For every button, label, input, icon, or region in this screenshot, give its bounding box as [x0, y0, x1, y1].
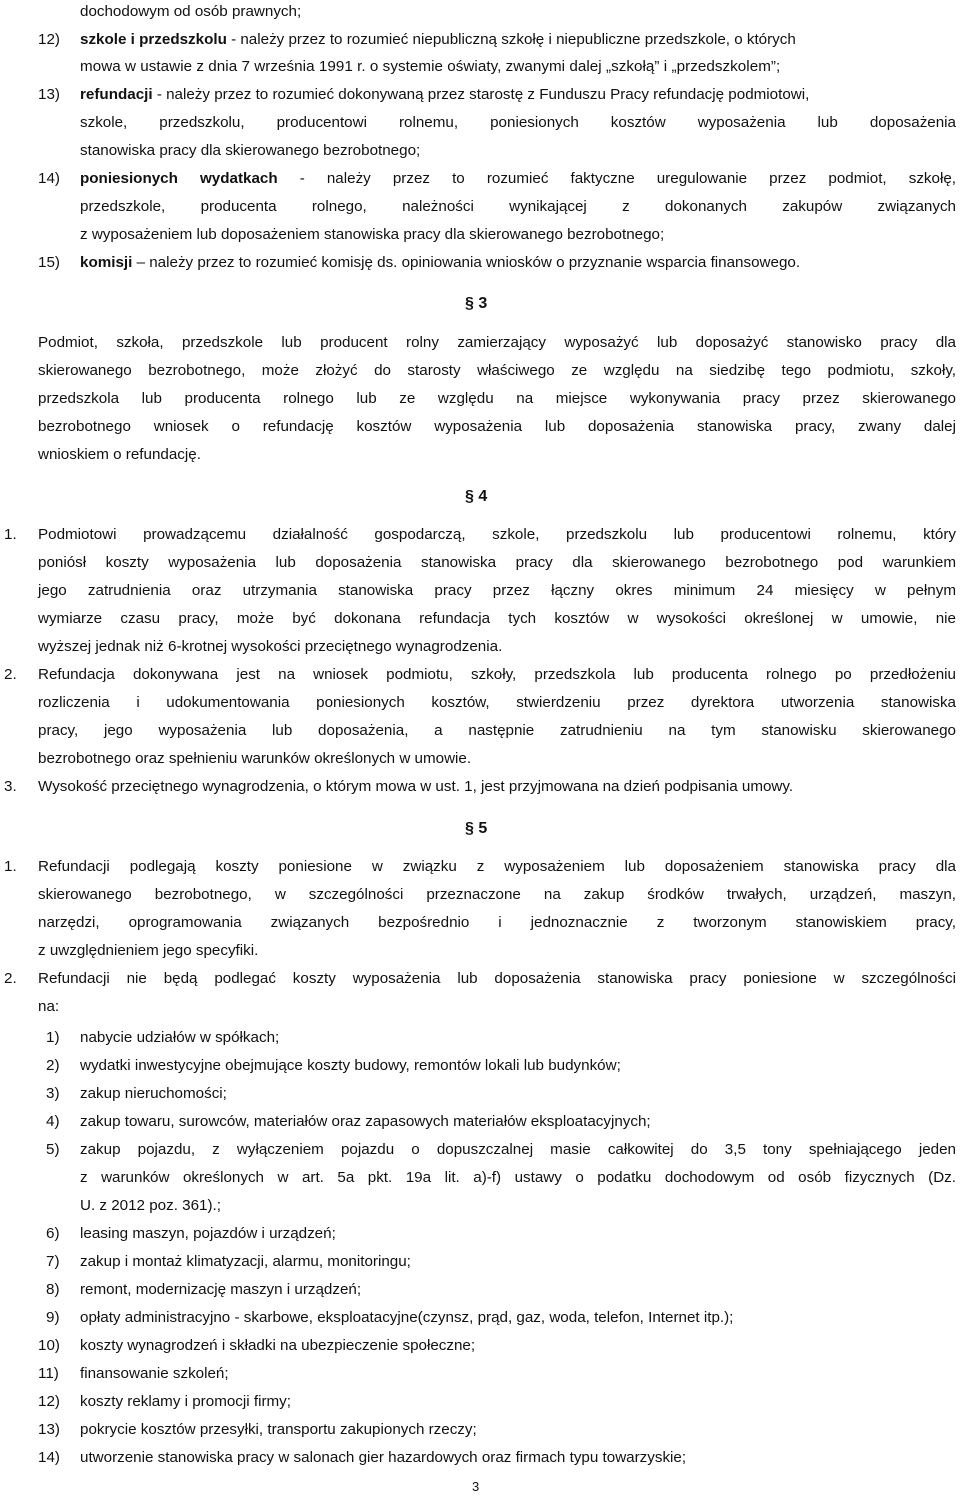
section-4-item-1-line: jego zatrudnienia oraz utrzymania stanowiska pracy przez łączny okres minimum 24 miesięcy w pełnym	[38, 582, 956, 599]
section-5-item-2-line: na:	[38, 998, 60, 1015]
exclusion-number: 4)	[46, 1113, 60, 1130]
exclusion-item: opłaty administracyjno - skarbowe, eksploatacyjne(czynsz, prąd, gaz, woda, telefon, Internet itp.);	[80, 1309, 734, 1326]
definition-text: – należy przez to rozumieć komisję ds. opiniowania wniosków o przyznanie wsparcia finansowego.	[132, 254, 801, 271]
definition-15-line-1	[80, 253, 800, 273]
definition-13-line-2: szkole, przedszkolu, producentowi rolnemu, poniesionych kosztów wyposażenia lub doposażenia	[80, 114, 956, 131]
definition-term: refundacji	[80, 86, 153, 103]
section-3-line: bezrobotnego wniosek o refundację kosztów wyposażenia lub doposażenia stanowiska pracy, zwany dalej	[38, 418, 956, 435]
exclusion-number: 1)	[46, 1029, 60, 1046]
definition-text: - należy przez to rozumieć dokonywaną przez starostę z Funduszu Pracy refundację podmiotowi,	[152, 86, 810, 103]
definition-number: 13)	[38, 86, 60, 103]
definition-intro-tail: dochodowym od osób prawnych;	[80, 3, 302, 20]
section-4-item-2-line: bezrobotnego oraz spełnieniu warunków określonych w umowie.	[38, 750, 472, 767]
exclusion-number: 5)	[46, 1141, 60, 1158]
exclusion-item: wydatki inwestycyjne obejmujące koszty budowy, remontów lokali lub budynków;	[80, 1057, 621, 1074]
exclusion-number: 8)	[46, 1281, 60, 1298]
section-4-item-number: 2.	[4, 666, 17, 683]
exclusion-item: z warunków określonych w art. 5a pkt. 19a lit. a)-f) ustawy o podatku dochodowym od osób fizycznych (Dz.	[80, 1169, 956, 1186]
section-5-item-2-line: Refundacji nie będą podlegać koszty wyposażenia lub doposażenia stanowiska pracy poniesione w szczególności	[38, 970, 956, 987]
definition-13-line-1	[80, 85, 809, 105]
exclusion-number: 14)	[38, 1449, 60, 1466]
definition-term: szkole i przedszkolu	[80, 31, 227, 48]
exclusion-item: pokrycie kosztów przesyłki, transportu zakupionych rzeczy;	[80, 1421, 477, 1438]
exclusion-number: 11)	[38, 1365, 59, 1382]
exclusion-item: nabycie udziałów w spółkach;	[80, 1029, 280, 1046]
exclusion-number: 12)	[38, 1393, 60, 1410]
definition-term: poniesionych wydatkach	[80, 170, 278, 187]
exclusion-item: zakup nieruchomości;	[80, 1085, 227, 1102]
definition-number: 12)	[38, 31, 60, 48]
section-3-line: przedszkola lub producenta rolnego lub ze względu na miejsce wykonywania pracy przez skierowanego	[38, 390, 956, 407]
definition-14-line-1	[80, 169, 956, 189]
section-4-item-2-line: Refundacja dokonywana jest na wniosek podmiotu, szkoły, przedszkola lub producenta rolnego po przedłożeniu	[38, 666, 956, 683]
definition-13-line-3: stanowiska pracy dla skierowanego bezrobotnego;	[80, 142, 421, 159]
section-5-item-1-line: narzędzi, oprogramowania związanych bezpośrednio i jednoznacznie z tworzonym stanowiskiem pracy,	[38, 914, 956, 931]
section-5-item-number: 1.	[4, 858, 17, 875]
section-4-item-number: 3.	[4, 778, 17, 795]
section-5-item-1-line: z uwzględnieniem jego specyfiki.	[38, 942, 259, 959]
exclusion-item: remont, modernizację maszyn i urządzeń;	[80, 1281, 362, 1298]
section-5-heading: § 5	[465, 820, 488, 837]
exclusion-number: 9)	[46, 1309, 60, 1326]
section-4-item-1-line: poniósł koszty wyposażenia lub doposażenia stanowiska pracy dla skierowanego bezrobotnego pod warunkiem	[38, 554, 956, 571]
section-5-item-1-line: skierowanego bezrobotnego, w szczególności przeznaczone na zakup środków trwałych, urządzeń, maszyn,	[38, 886, 956, 903]
section-5-item-number: 2.	[4, 970, 17, 987]
exclusion-number: 10)	[38, 1337, 60, 1354]
exclusion-item: koszty reklamy i promocji firmy;	[80, 1393, 291, 1410]
definition-12-line-1	[80, 30, 796, 50]
definition-text: - należy przez to rozumieć faktyczne uregulowanie przez podmiot, szkołę,	[277, 170, 956, 187]
exclusion-number: 3)	[46, 1085, 60, 1102]
definition-text: - należy przez to rozumieć niepubliczną szkołę i niepubliczne przedszkole, o których	[226, 31, 796, 48]
section-3-line: skierowanego bezrobotnego, może złożyć do starosty właściwego ze względu na siedzibę tego podmiotu, szkoły,	[38, 362, 956, 379]
section-3-heading: § 3	[465, 295, 488, 312]
exclusion-item: finansowanie szkoleń;	[80, 1365, 229, 1382]
definition-number: 14)	[38, 170, 60, 187]
section-3-line: wnioskiem o refundację.	[38, 446, 201, 463]
exclusion-number: 6)	[46, 1225, 60, 1242]
section-3-line: Podmiot, szkoła, przedszkole lub producent rolny zamierzający wyposażyć lub doposażyć stanowisko pracy dla	[38, 334, 956, 351]
section-4-item-1-line: wyższej jednak niż 6-krotnej wysokości przeciętnego wynagrodzenia.	[38, 638, 503, 655]
exclusion-item: U. z 2012 poz. 361).;	[80, 1197, 221, 1214]
section-5-item-1-line: Refundacji podlegają koszty poniesione w związku z wyposażeniem lub doposażeniem stanowiska pracy dla	[38, 858, 956, 875]
page-number: 3	[472, 1479, 480, 1494]
exclusion-item: leasing maszyn, pojazdów i urządzeń;	[80, 1225, 336, 1242]
definition-term: komisji	[80, 254, 133, 271]
exclusion-item: utworzenie stanowiska pracy w salonach gier hazardowych oraz firmach typu towarzyskie;	[80, 1449, 687, 1466]
exclusion-number: 2)	[46, 1057, 60, 1074]
definition-14-line-3: z wyposażeniem lub doposażeniem stanowiska pracy dla skierowanego bezrobotnego;	[80, 226, 665, 243]
exclusion-item: zakup pojazdu, z wyłączeniem pojazdu o dopuszczalnej masie całkowitej do 3,5 tony spełniającego jeden	[80, 1141, 956, 1158]
exclusion-item: koszty wynagrodzeń i składki na ubezpieczenie społeczne;	[80, 1337, 476, 1354]
section-4-heading: § 4	[465, 488, 488, 505]
section-4-item-2-line: rozliczenia i udokumentowania poniesionych kosztów, stwierdzeniu przez dyrektora utworzenia stanowiska	[38, 694, 956, 711]
definition-12-line-2: mowa w ustawie z dnia 7 września 1991 r. o systemie oświaty, zwanymi dalej „szkołą” i „przedszkolem”;	[80, 58, 781, 75]
section-4-item-number: 1.	[4, 526, 17, 543]
exclusion-number: 13)	[38, 1421, 60, 1438]
definition-number: 15)	[38, 254, 60, 271]
section-4-item-3-line: Wysokość przeciętnego wynagrodzenia, o którym mowa w ust. 1, jest przyjmowana na dzień podpisania umowy.	[38, 778, 794, 795]
section-4-item-1-line: wymiarze czasu pracy, może być dokonana refundacja tych kosztów w wysokości określonej w umowie, nie	[38, 610, 956, 627]
definition-14-line-2: przedszkole, producenta rolnego, należności wynikającej z dokonanych zakupów związanych	[80, 198, 956, 215]
exclusion-number: 7)	[46, 1253, 60, 1270]
exclusion-item: zakup towaru, surowców, materiałów oraz zapasowych materiałów eksploatacyjnych;	[80, 1113, 651, 1130]
section-4-item-2-line: pracy, jego wyposażenia lub doposażenia, a następnie zatrudnieniu na tym stanowisku skierowanego	[38, 722, 956, 739]
exclusion-item: zakup i montaż klimatyzacji, alarmu, monitoringu;	[80, 1253, 411, 1270]
section-4-item-1-line: Podmiotowi prowadzącemu działalność gospodarczą, szkole, przedszkolu lub producentowi rolnemu, który	[38, 526, 956, 543]
